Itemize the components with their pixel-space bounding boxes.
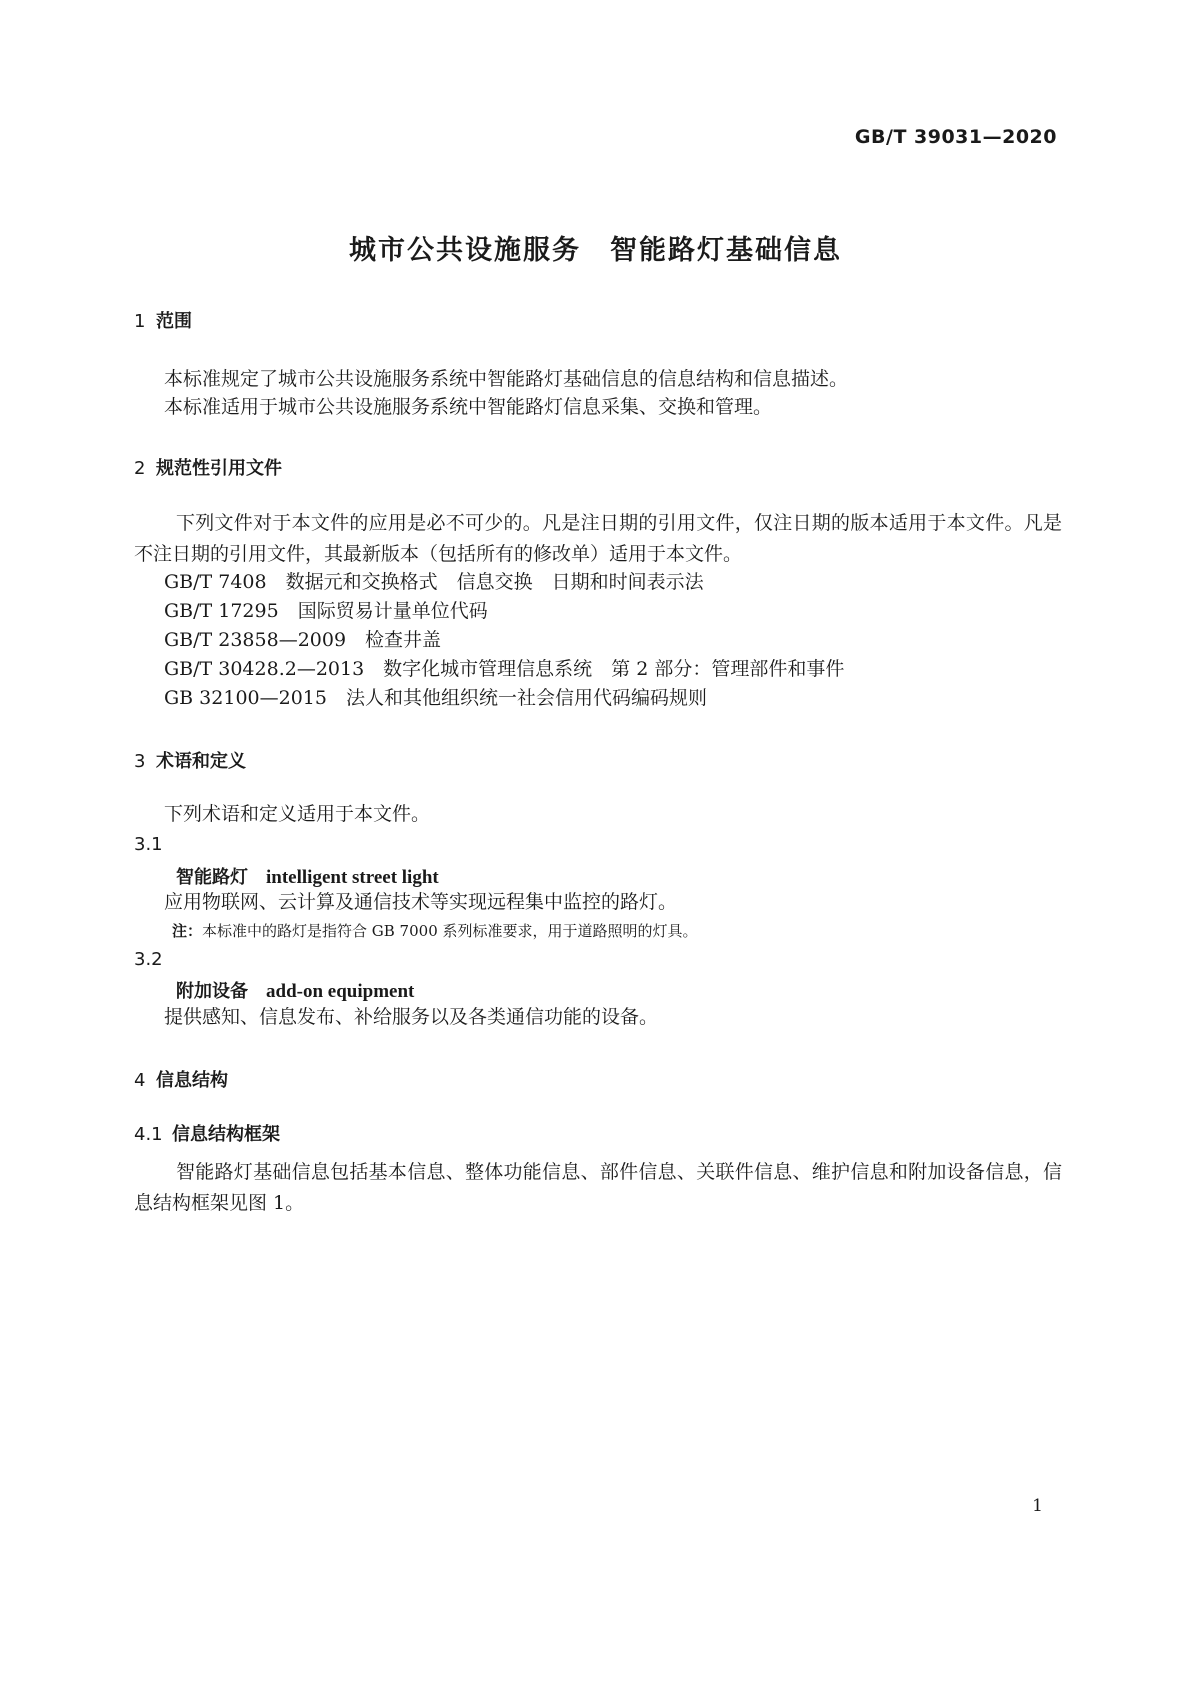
term-3-2-zh: 附加设备 (176, 981, 248, 1002)
document-title: 城市公共设施服务 智能路灯基础信息 (349, 235, 842, 266)
term-3-2-en: add-on equipment (266, 981, 415, 1002)
page-number: 1 (1032, 1496, 1043, 1516)
term-3-2-definition: 提供感知、信息发布、补给服务以及各类通信功能的设备。 (164, 1006, 659, 1028)
section-4-number: 4 (134, 1070, 146, 1091)
term-3-1-note (172, 920, 698, 941)
terms-intro: 下列术语和定义适用于本文件。 (164, 803, 431, 825)
reference-item: GB/T 7408 数据元和交换格式 信息交换 日期和时间表示法 (164, 571, 704, 593)
reference-item: GB 32100—2015 法人和其他组织统一社会信用代码编码规则 (164, 687, 707, 709)
standard-number: GB/T 39031—2020 (854, 126, 1057, 148)
term-3-1 (176, 863, 439, 889)
section-1-heading (134, 307, 192, 333)
normative-references-intro: 下列文件对于本文件的应用是必不可少的。凡是注日期的引用文件，仅注日期的版本适用于本文件。凡是不注日期的引用文件，其最新版本（包括所有的修改单）适用于本文件。 (134, 512, 1062, 565)
section-4-1-title: 信息结构框架 (172, 1124, 280, 1145)
term-3-2-number: 3.2 (134, 949, 163, 970)
section-1-number: 1 (134, 311, 146, 332)
section-2-title: 规范性引用文件 (156, 458, 282, 479)
scope-paragraph-2: 本标准适用于城市公共设施服务系统中智能路灯信息采集、交换和管理。 (164, 396, 773, 418)
reference-item: GB/T 30428.2—2013 数字化城市管理信息系统 第 2 部分：管理部件和事件 (164, 658, 845, 680)
section-3-title: 术语和定义 (156, 751, 246, 772)
section-3-number: 3 (134, 751, 146, 772)
section-4-1-number: 4.1 (134, 1124, 163, 1145)
term-3-2 (176, 977, 414, 1003)
section-2-number: 2 (134, 458, 146, 479)
section-4-title: 信息结构 (156, 1070, 228, 1091)
section-4-heading (134, 1066, 228, 1092)
term-3-1-definition: 应用物联网、云计算及通信技术等实现远程集中监控的路灯。 (164, 891, 678, 913)
section-2-heading (134, 454, 282, 480)
term-3-1-zh: 智能路灯 (176, 867, 248, 888)
structure-framework-paragraph: 智能路灯基础信息包括基本信息、整体功能信息、部件信息、关联件信息、维护信息和附加设备信息，信息结构框架见图 1。 (134, 1161, 1062, 1214)
reference-item: GB/T 17295 国际贸易计量单位代码 (164, 600, 488, 622)
term-3-1-number: 3.1 (134, 834, 163, 855)
note-label: 注： (172, 922, 203, 940)
section-4-1-heading (134, 1120, 280, 1146)
note-text: 本标准中的路灯是指符合 GB 7000 系列标准要求，用于道路照明的灯具。 (202, 922, 698, 940)
term-3-1-en: intelligent street light (266, 867, 439, 888)
scope-paragraph-1: 本标准规定了城市公共设施服务系统中智能路灯基础信息的信息结构和信息描述。 (164, 368, 849, 390)
reference-item: GB/T 23858—2009 检查井盖 (164, 629, 442, 651)
section-1-title: 范围 (156, 311, 192, 332)
section-3-heading (134, 747, 246, 773)
